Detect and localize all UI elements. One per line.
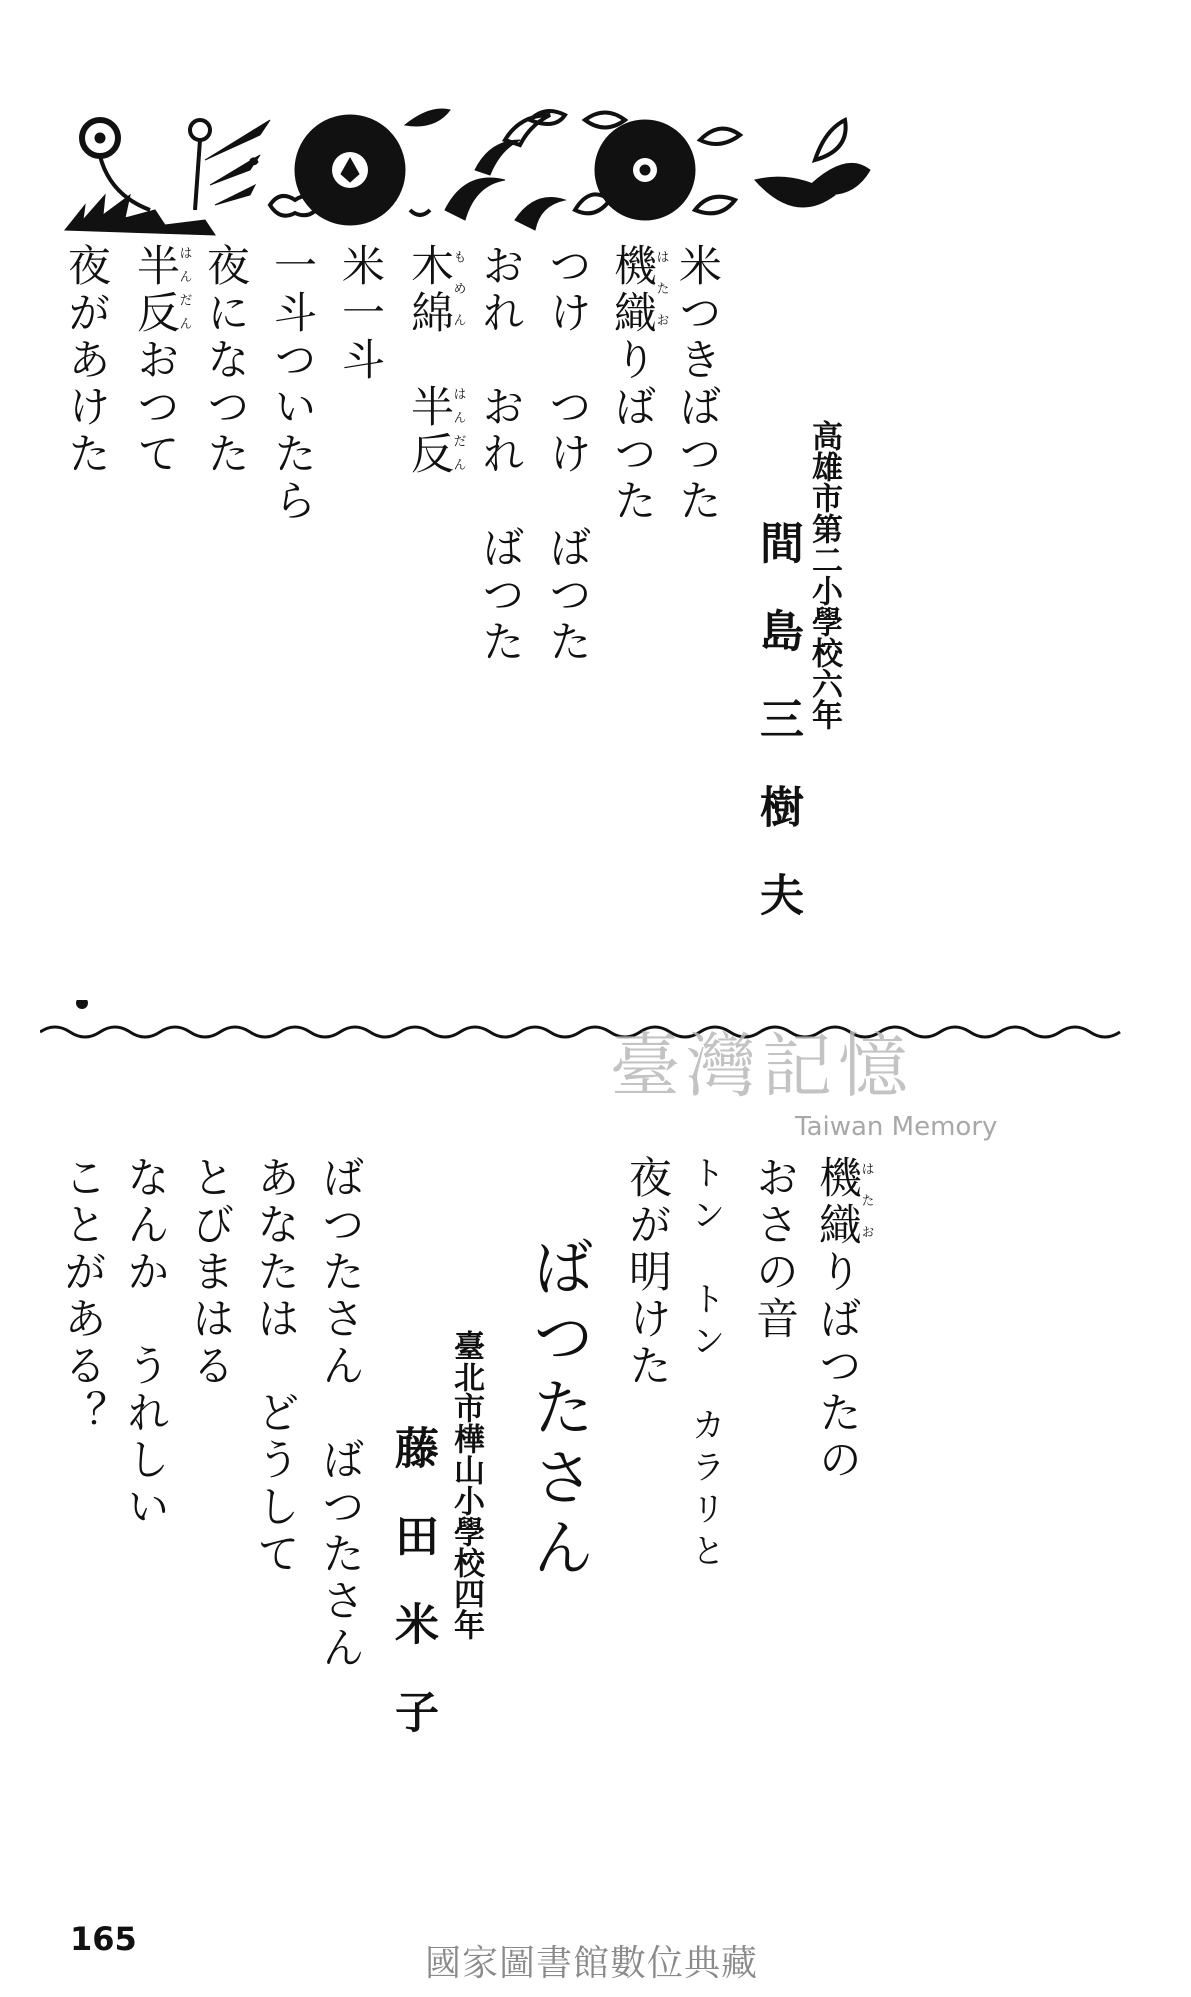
poem2-ruby-hataori: 機織はたお [812, 1155, 874, 1249]
poem1-line: 米つきばつた [672, 243, 722, 525]
poem2-line: ことがある？ [57, 1155, 107, 1437]
poem1-ruby-handan: 半反はんだん [404, 384, 466, 478]
poem2-line: 夜が明けた [622, 1155, 672, 1390]
poem2-author: 藤田米子 [387, 1425, 438, 1777]
poem2-line: 機織はたおりばつたの [812, 1155, 874, 1484]
poem2-title: ばつたさん [522, 1235, 595, 1585]
poem1-ruby-hataori: 機織はたお [607, 243, 669, 337]
poem1-line: おれ おれ ばつた [475, 243, 525, 666]
page-number: 165 [70, 1920, 137, 1958]
poem2-line: とびまはる [185, 1155, 235, 1390]
poem1-ruby-momen: 木綿もめん [404, 243, 466, 337]
floral-ornament-header [55, 100, 1135, 250]
watermark-subtitle: Taiwan Memory [795, 1112, 998, 1142]
poem1-line: 半反はんだんおつて [130, 243, 192, 478]
footer-credit: 國家圖書館數位典藏 [425, 1943, 759, 1984]
poem2-line: おさの音 [749, 1155, 799, 1343]
poem1-line: 機織はたおりばつた [607, 243, 669, 525]
poem2-line: なんか うれしい [120, 1155, 170, 1531]
poem2-line: トン トン カラリと [685, 1155, 725, 1575]
poem1-line: 夜があけた [61, 243, 111, 478]
poem1-school: 高雄市第二小學校六年 [806, 420, 842, 730]
poem2-line: あなたは どうして [250, 1155, 300, 1578]
poem1-line: 夜になつた [200, 243, 250, 478]
poem2-line: ばつたさん ばつたさん [315, 1155, 365, 1672]
poem1-line: 米一斗 [335, 243, 385, 384]
poem1-line: 一斗ついたら [267, 243, 317, 525]
poem1-line: つけ つけ ばつた [542, 243, 592, 666]
poem1-author: 間島三樹夫 [752, 520, 803, 960]
wavy-divider [40, 1000, 1150, 1060]
poem2-school: 臺北市樺山小學校四年 [448, 1330, 484, 1640]
poem1-ruby-handan2: 半反はんだん [130, 243, 192, 337]
poem1-line [404, 243, 466, 478]
watermark-logo: 臺灣記憶 [610, 1025, 914, 1107]
